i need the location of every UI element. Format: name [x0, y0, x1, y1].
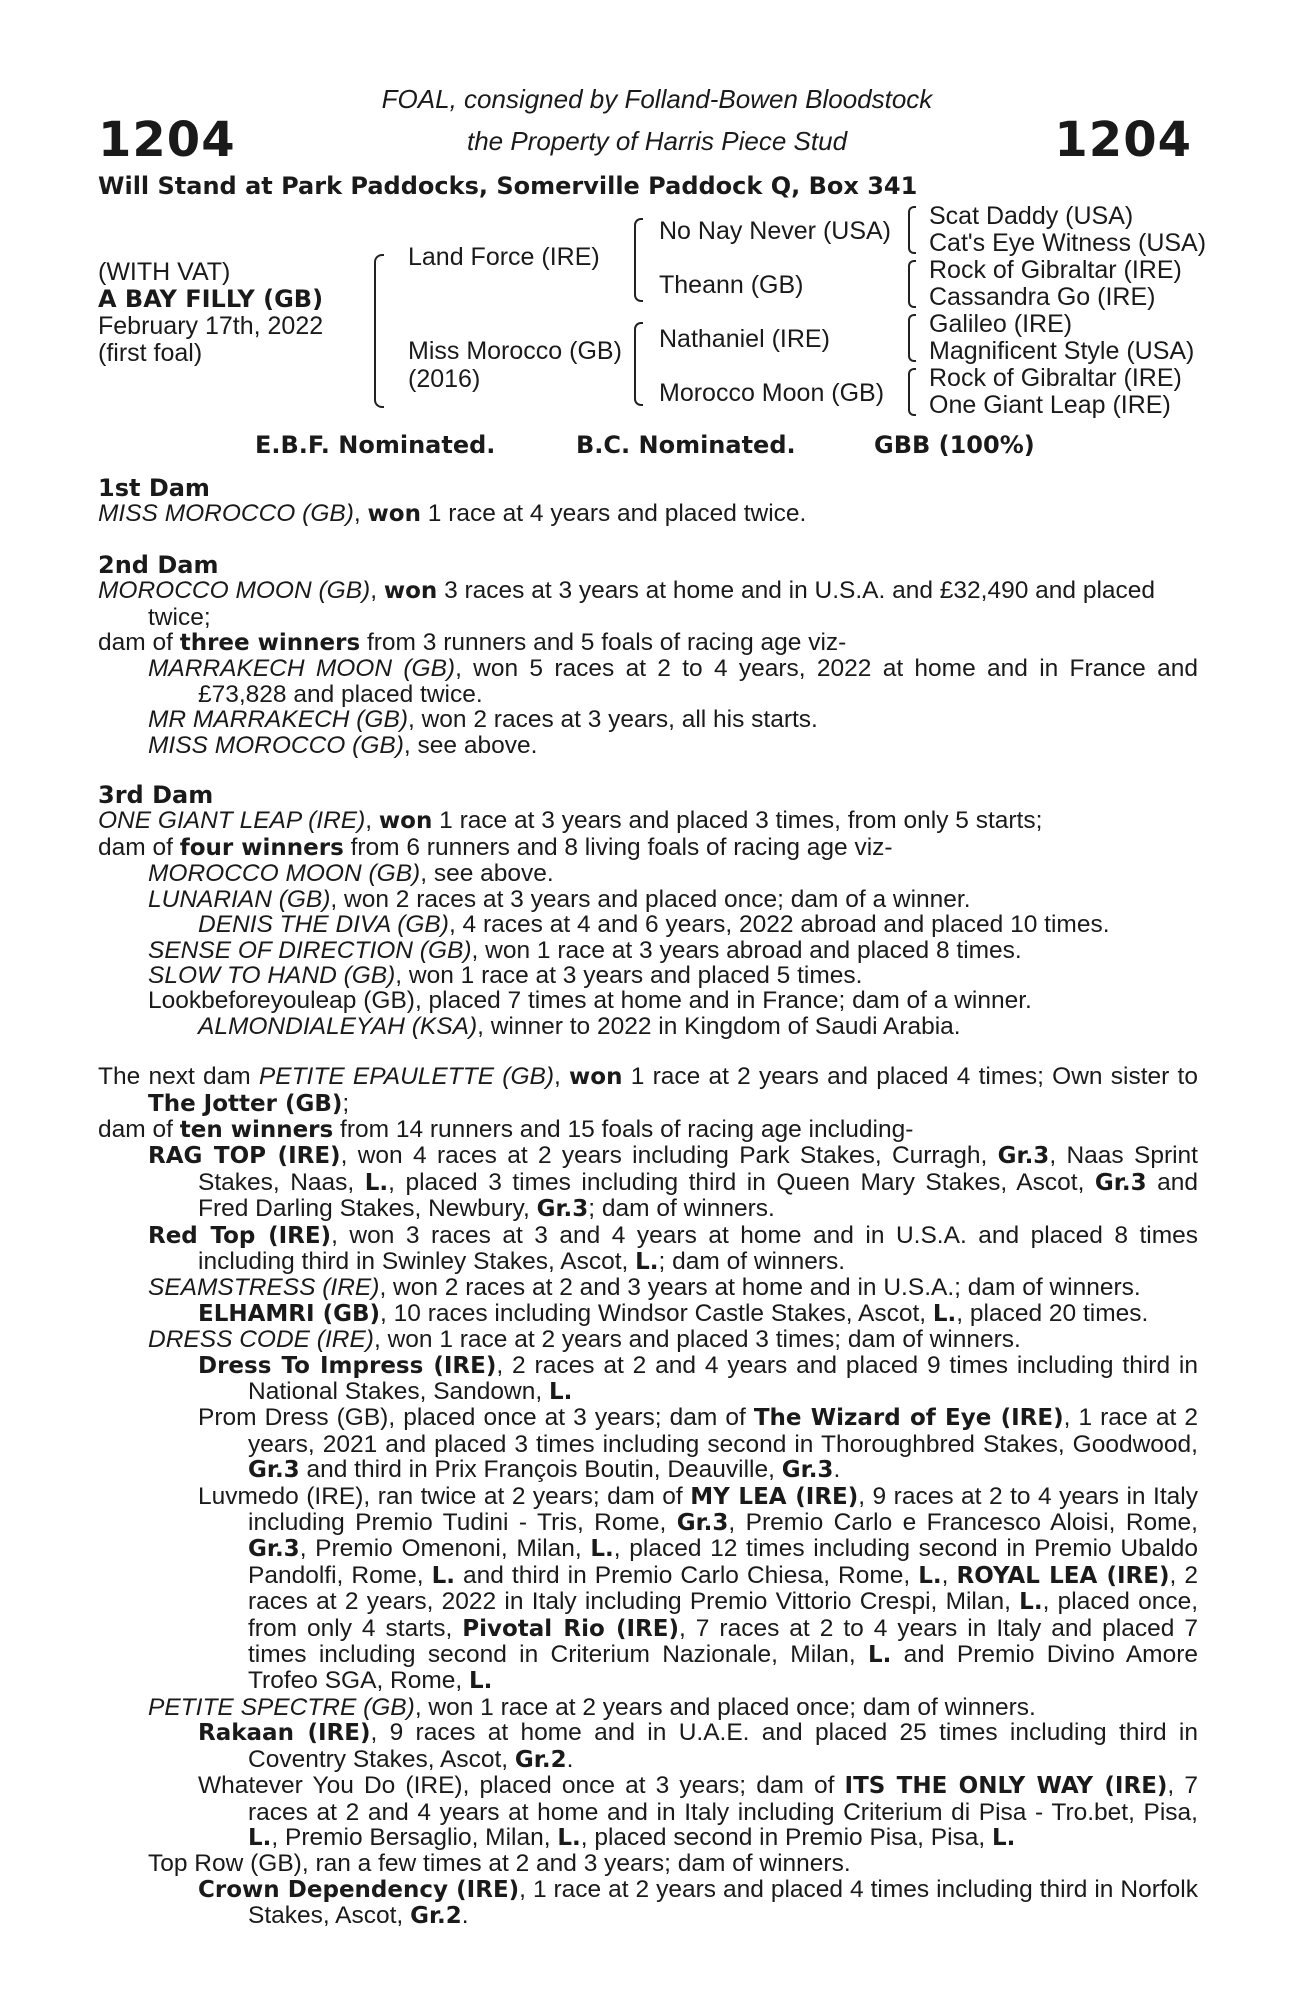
produce-text: and third in Prix François Boutin, Deauville, — [299, 1456, 782, 1484]
produce-name: MARRAKECH MOON (GB) — [148, 655, 456, 683]
dam-sire: Nathaniel (IRE) — [659, 325, 830, 353]
sire-sire: No Nay Never (USA) — [659, 217, 891, 245]
second-dam-text: 3 races at 3 years at home and in U.S.A. and £32,490 and placed twice; — [148, 577, 1156, 631]
produce-text: , won 1 race at 3 years abroad and placed 8 times. — [471, 936, 1022, 964]
dam-name: Miss Morocco (GB) — [408, 337, 622, 365]
sire-dam: Theann (GB) — [659, 271, 804, 299]
first-dam-name: MISS MOROCCO (GB) — [98, 500, 354, 528]
produce-text: , 1 race at 2 years, 2021 and placed 3 times including second in Thoroughbred Stakes, Goodwood, — [248, 1404, 1198, 1458]
sire-dam-dam: Cassandra Go (IRE) — [929, 283, 1156, 311]
produce-text: , Naas Sprint Stakes, Naas, — [198, 1142, 1198, 1196]
dam-dam-dam: One Giant Leap (IRE) — [929, 391, 1171, 419]
produce-entry — [98, 963, 1198, 988]
produce-name: DRESS CODE (IRE) — [148, 1326, 374, 1354]
produce-entry — [98, 1353, 1198, 1406]
listed-label: L. — [549, 1379, 573, 1405]
listed-label: L. — [867, 1642, 892, 1669]
winners-text: from 3 runners and 5 foals of racing age viz- — [360, 629, 847, 657]
produce-entry — [98, 938, 1198, 963]
produce-text: , won 2 races at 3 years, all his starts. — [407, 706, 818, 734]
sire-dam-sire: Rock of Gibraltar (IRE) — [929, 256, 1182, 284]
produce-entry — [98, 733, 1198, 758]
grade-label: Gr.3 — [536, 1196, 589, 1223]
produce-text: , placed 3 times including third in Queen Mary Stakes, Ascot, — [388, 1168, 1095, 1196]
sire-sire-dam: Cat's Eye Witness (USA) — [929, 229, 1207, 257]
produce-entry — [98, 988, 1198, 1013]
produce-name: ITS THE ONLY WAY (IRE) — [844, 1773, 1168, 1800]
produce-text: Top Row (GB), ran a few times at 2 and 3 years; dam of winners. — [148, 1850, 851, 1878]
catalogue-body — [98, 476, 1198, 1930]
produce-entry — [98, 912, 1198, 937]
produce-text: , placed second in Premio Pisa, Pisa, — [580, 1823, 993, 1851]
produce-entry — [98, 1014, 1198, 1039]
next-dam-entry: The next dam PETITE EPAULETTE (GB), won 1 race at 2 years and placed 4 times; Own sister to The Jotter (GB); — [98, 1063, 1198, 1117]
produce-entry — [98, 1695, 1198, 1720]
next-dam-intro: The next dam — [98, 1063, 259, 1091]
dam-dam: Morocco Moon (GB) — [659, 379, 885, 407]
produce-text: , 10 races including Windsor Castle Stakes, Ascot, — [380, 1299, 933, 1327]
produce-name: MOROCCO MOON (GB) — [148, 860, 421, 888]
gen3-brace-1 — [908, 206, 916, 254]
produce-text: ; dam of winners. — [588, 1195, 775, 1223]
bc-nomination: B.C. Nominated. — [576, 431, 796, 459]
produce-name: MY LEA (IRE) — [690, 1483, 859, 1510]
produce-name: Rakaan (IRE) — [198, 1720, 371, 1747]
second-dam-entry: MOROCCO MOON (GB), won 3 races at 3 years at home and in U.S.A. and £32,490 and placed twice; — [98, 577, 1156, 631]
sire-name: Land Force (IRE) — [408, 243, 600, 271]
listed-label: L. — [992, 1824, 1016, 1851]
produce-text: , Premio Omenoni, Milan, — [299, 1535, 591, 1563]
produce-name: Red Top (IRE) — [148, 1222, 332, 1249]
produce-name: Crown Dependency (IRE) — [198, 1876, 520, 1903]
listed-label: L. — [590, 1536, 614, 1563]
horse-name: A BAY FILLY (GB) — [98, 285, 324, 313]
first-dam-text: 1 race at 4 years and placed twice. — [420, 500, 807, 528]
property-line: the Property of Harris Piece Stud — [466, 126, 848, 156]
next-dam-text: 1 race at 2 years and placed 4 times; Own sister to — [622, 1063, 1198, 1091]
pedigree-brace — [374, 254, 384, 408]
grade-label: Gr.3 — [1094, 1169, 1147, 1196]
vat-label: (WITH VAT) — [98, 258, 231, 286]
produce-name: PETITE SPECTRE (GB) — [148, 1693, 415, 1721]
produce-text: , 7 races at 2 and 4 years at home and in Italy including Criterium di Pisa - Tro.bet, Pisa, — [248, 1772, 1198, 1826]
produce-entry — [98, 861, 1198, 886]
dam-brace — [634, 322, 643, 406]
produce-entry — [98, 1720, 1198, 1773]
produce-entry — [98, 887, 1198, 912]
produce-name: RAG TOP (IRE) — [148, 1143, 341, 1170]
punct: ; — [342, 1089, 350, 1117]
next-dam-name: PETITE EPAULETTE (GB) — [258, 1063, 554, 1091]
listed-label: L. — [1019, 1589, 1043, 1616]
produce-text: , won 1 race at 3 years and placed 5 times. — [395, 961, 863, 989]
consignor-line: FOAL, consigned by Folland-Bowen Bloodstock — [381, 84, 933, 114]
grade-label: Gr.2 — [514, 1746, 567, 1773]
produce-text: , placed 12 times including second in Premio Ubaldo Pandolfi, Rome, — [248, 1535, 1198, 1589]
produce-text: , 1 race at 2 years and placed 4 times including third in Norfolk Stakes, Ascot, — [248, 1875, 1199, 1930]
produce-text: and Fred Darling Stakes, Newbury, — [198, 1168, 1198, 1223]
third-dam-heading: 3rd Dam — [98, 781, 214, 810]
produce-entry — [98, 1773, 1198, 1851]
sire-sire-sire: Scat Daddy (USA) — [929, 202, 1134, 230]
produce-text: , Premio Bersaglio, Milan, — [271, 1823, 558, 1851]
produce-text: , won 2 races at 2 and 3 years at home and in U.S.A.; dam of winners. — [379, 1274, 1141, 1302]
produce-text: , see above. — [420, 860, 554, 888]
won-label: won — [378, 808, 433, 835]
horse-dob: February 17th, 2022 — [98, 312, 324, 340]
first-dam-entry: MISS MOROCCO (GB), won 1 race at 4 years and placed twice. — [98, 500, 807, 528]
produce-text: , won 1 race at 2 years and placed once; dam of winners. — [414, 1693, 1036, 1721]
produce-entry — [98, 1301, 1198, 1327]
third-dam-name: ONE GIANT LEAP (IRE) — [98, 807, 366, 835]
winners-count: three winners — [179, 630, 361, 657]
sister-name: The Jotter (GB) — [148, 1090, 343, 1117]
grade-label: Gr.3 — [676, 1510, 729, 1537]
produce-name: The Wizard of Eye (IRE) — [753, 1405, 1064, 1432]
ebf-nomination: E.B.F. Nominated. — [255, 431, 496, 459]
punct: . — [566, 1745, 574, 1773]
listed-label: L. — [918, 1562, 942, 1589]
lot-number-left: 1204 — [98, 112, 236, 168]
listed-label: L. — [469, 1668, 493, 1695]
second-dam-name: MOROCCO MOON (GB) — [98, 577, 371, 605]
produce-name: MISS MOROCCO (GB) — [148, 731, 404, 759]
gen3-brace-4 — [908, 368, 916, 416]
third-dam-produce-summary — [98, 835, 1198, 861]
dam-year: (2016) — [408, 365, 481, 393]
produce-name: MR MARRAKECH (GB) — [148, 706, 408, 734]
grade-label: Gr.3 — [248, 1457, 300, 1484]
produce-entry — [98, 707, 1198, 732]
punct: . — [461, 1902, 469, 1930]
produce-name: DENIS THE DIVA (GB) — [198, 911, 449, 939]
horse-note: (first foal) — [98, 339, 203, 367]
produce-name: ROYAL LEA (IRE) — [956, 1562, 1170, 1589]
produce-entry — [98, 656, 1198, 707]
produce-entry — [98, 1851, 1198, 1876]
grade-label: Gr.2 — [410, 1903, 462, 1930]
dam-of-label: dam of — [98, 629, 180, 657]
produce-name: Dress To Impress (IRE) — [198, 1352, 497, 1379]
produce-entry — [98, 1405, 1198, 1483]
produce-name: ALMONDIALEYAH (KSA) — [198, 1012, 478, 1040]
won-label: won — [383, 578, 438, 605]
produce-name: SENSE OF DIRECTION (GB) — [148, 936, 472, 964]
third-dam-text: 1 race at 3 years and placed 3 times, from only 5 starts; — [432, 807, 1043, 835]
listed-label: L. — [248, 1824, 272, 1851]
dam-of-label: dam of — [98, 833, 180, 861]
produce-text: , 7 races at 2 to 4 years in Italy and placed 7 times including second in Criterium Nazionale, Milan, — [248, 1614, 1198, 1669]
first-dam-heading: 1st Dam — [98, 474, 210, 502]
listed-label: L. — [635, 1248, 659, 1275]
grade-label: Gr.3 — [781, 1457, 834, 1484]
produce-text: , won 3 races at 3 and 4 years at home and in U.S.A. and placed 8 times including third in Swinley Stakes, Ascot, — [198, 1221, 1198, 1275]
produce-name: ELHAMRI (GB) — [198, 1300, 381, 1327]
produce-name: SLOW TO HAND (GB) — [148, 961, 396, 989]
produce-name: LUNARIAN (GB) — [148, 885, 331, 913]
lot-number-right: 1204 — [1054, 112, 1192, 168]
dam-dam-sire: Rock of Gibraltar (IRE) — [929, 364, 1182, 392]
produce-text: , won 1 race at 2 years and placed 3 times; dam of winners. — [373, 1326, 1021, 1354]
produce-text: Prom Dress (GB), placed once at 3 years; dam of — [198, 1404, 754, 1432]
produce-text: , placed 20 times. — [956, 1299, 1149, 1327]
produce-text: , 9 races at home and in U.A.E. and placed 25 times including third in Coventry Stakes, Ascot, — [248, 1719, 1198, 1773]
produce-text: , 4 races at 4 and 6 years, 2022 abroad and placed 10 times. — [448, 911, 1110, 939]
produce-text: , see above. — [403, 731, 538, 759]
dam-of-label: dam of — [98, 1115, 180, 1143]
listed-label: L. — [431, 1562, 455, 1589]
second-dam-heading: 2nd Dam — [98, 550, 219, 579]
produce-text: . — [833, 1456, 841, 1484]
sire-brace — [634, 218, 643, 302]
next-dam-produce-summary — [98, 1117, 1198, 1143]
produce-name: Pivotal Rio (IRE) — [462, 1615, 679, 1642]
produce-text: , Premio Carlo e Francesco Aloisi, Rome, — [728, 1509, 1198, 1537]
produce-text: , won 5 races at 2 to 4 years, 2022 at home and in France and £73,828 and placed twice. — [198, 655, 1198, 708]
third-dam-entry: ONE GIANT LEAP (IRE), won 1 race at 3 years and placed 3 times, from only 5 starts; — [98, 807, 1043, 835]
produce-text: , won 4 races at 2 years including Park Stakes, Curragh, — [340, 1142, 998, 1170]
stand-location: Will Stand at Park Paddocks, Somerville Paddock Q, Box 341 — [98, 172, 918, 200]
listed-label: L. — [932, 1300, 957, 1327]
listed-label: L. — [557, 1824, 581, 1851]
produce-entry — [98, 1327, 1198, 1352]
produce-name: SEAMSTRESS (IRE) — [148, 1274, 380, 1302]
dam-sire-dam: Magnificent Style (USA) — [929, 337, 1195, 365]
gbb-status: GBB (100%) — [874, 431, 1035, 459]
grade-label: Gr.3 — [997, 1143, 1050, 1170]
grade-label: Gr.3 — [248, 1536, 300, 1563]
winners-count: four winners — [179, 834, 344, 861]
produce-text: Whatever You Do (IRE), placed once at 3 years; dam of — [198, 1772, 845, 1800]
winners-count: ten winners — [179, 1116, 334, 1143]
listed-label: L. — [364, 1169, 389, 1196]
winners-text: from 6 runners and 8 living foals of racing age viz- — [343, 833, 893, 861]
produce-text: , — [941, 1561, 957, 1589]
produce-text: , won 2 races at 3 years and placed once; dam of a winner. — [330, 885, 971, 913]
dam-sire-sire: Galileo (IRE) — [929, 310, 1073, 338]
produce-entry — [98, 1484, 1198, 1695]
produce-text: and Premio Divino Amore Trofeo SGA, Rome, — [248, 1641, 1198, 1695]
produce-text: , placed once, from only 4 starts, — [248, 1588, 1198, 1642]
produce-entry — [98, 1143, 1198, 1222]
produce-entry — [98, 1223, 1198, 1276]
won-label: won — [569, 1064, 623, 1091]
produce-entry — [98, 1877, 1198, 1930]
winners-text: from 14 runners and 15 foals of racing age including- — [333, 1115, 914, 1143]
produce-text: , winner to 2022 in Kingdom of Saudi Arabia. — [477, 1012, 961, 1040]
won-label: won — [367, 501, 421, 528]
gen3-brace-3 — [908, 314, 916, 362]
produce-text: Lookbeforeyouleap (GB), placed 7 times at home and in France; dam of a winner. — [148, 987, 1032, 1015]
produce-text: Luvmedo (IRE), ran twice at 2 years; dam of — [198, 1482, 691, 1510]
produce-text: and third in Premio Carlo Chiesa, Rome, — [454, 1561, 919, 1589]
produce-text: , 9 races at 2 to 4 years in Italy including Premio Tudini - Tris, Rome, — [248, 1482, 1198, 1537]
produce-text: , 2 races at 2 years, 2022 in Italy including Premio Vittorio Crespi, Milan, — [248, 1561, 1198, 1616]
gen3-brace-2 — [908, 260, 916, 308]
produce-entry — [98, 1275, 1198, 1300]
produce-text: , 2 races at 2 and 4 years and placed 9 times including third in National Stakes, Sandown, — [248, 1351, 1199, 1405]
produce-text: ; dam of winners. — [658, 1247, 846, 1275]
second-dam-produce-summary — [98, 630, 1198, 656]
